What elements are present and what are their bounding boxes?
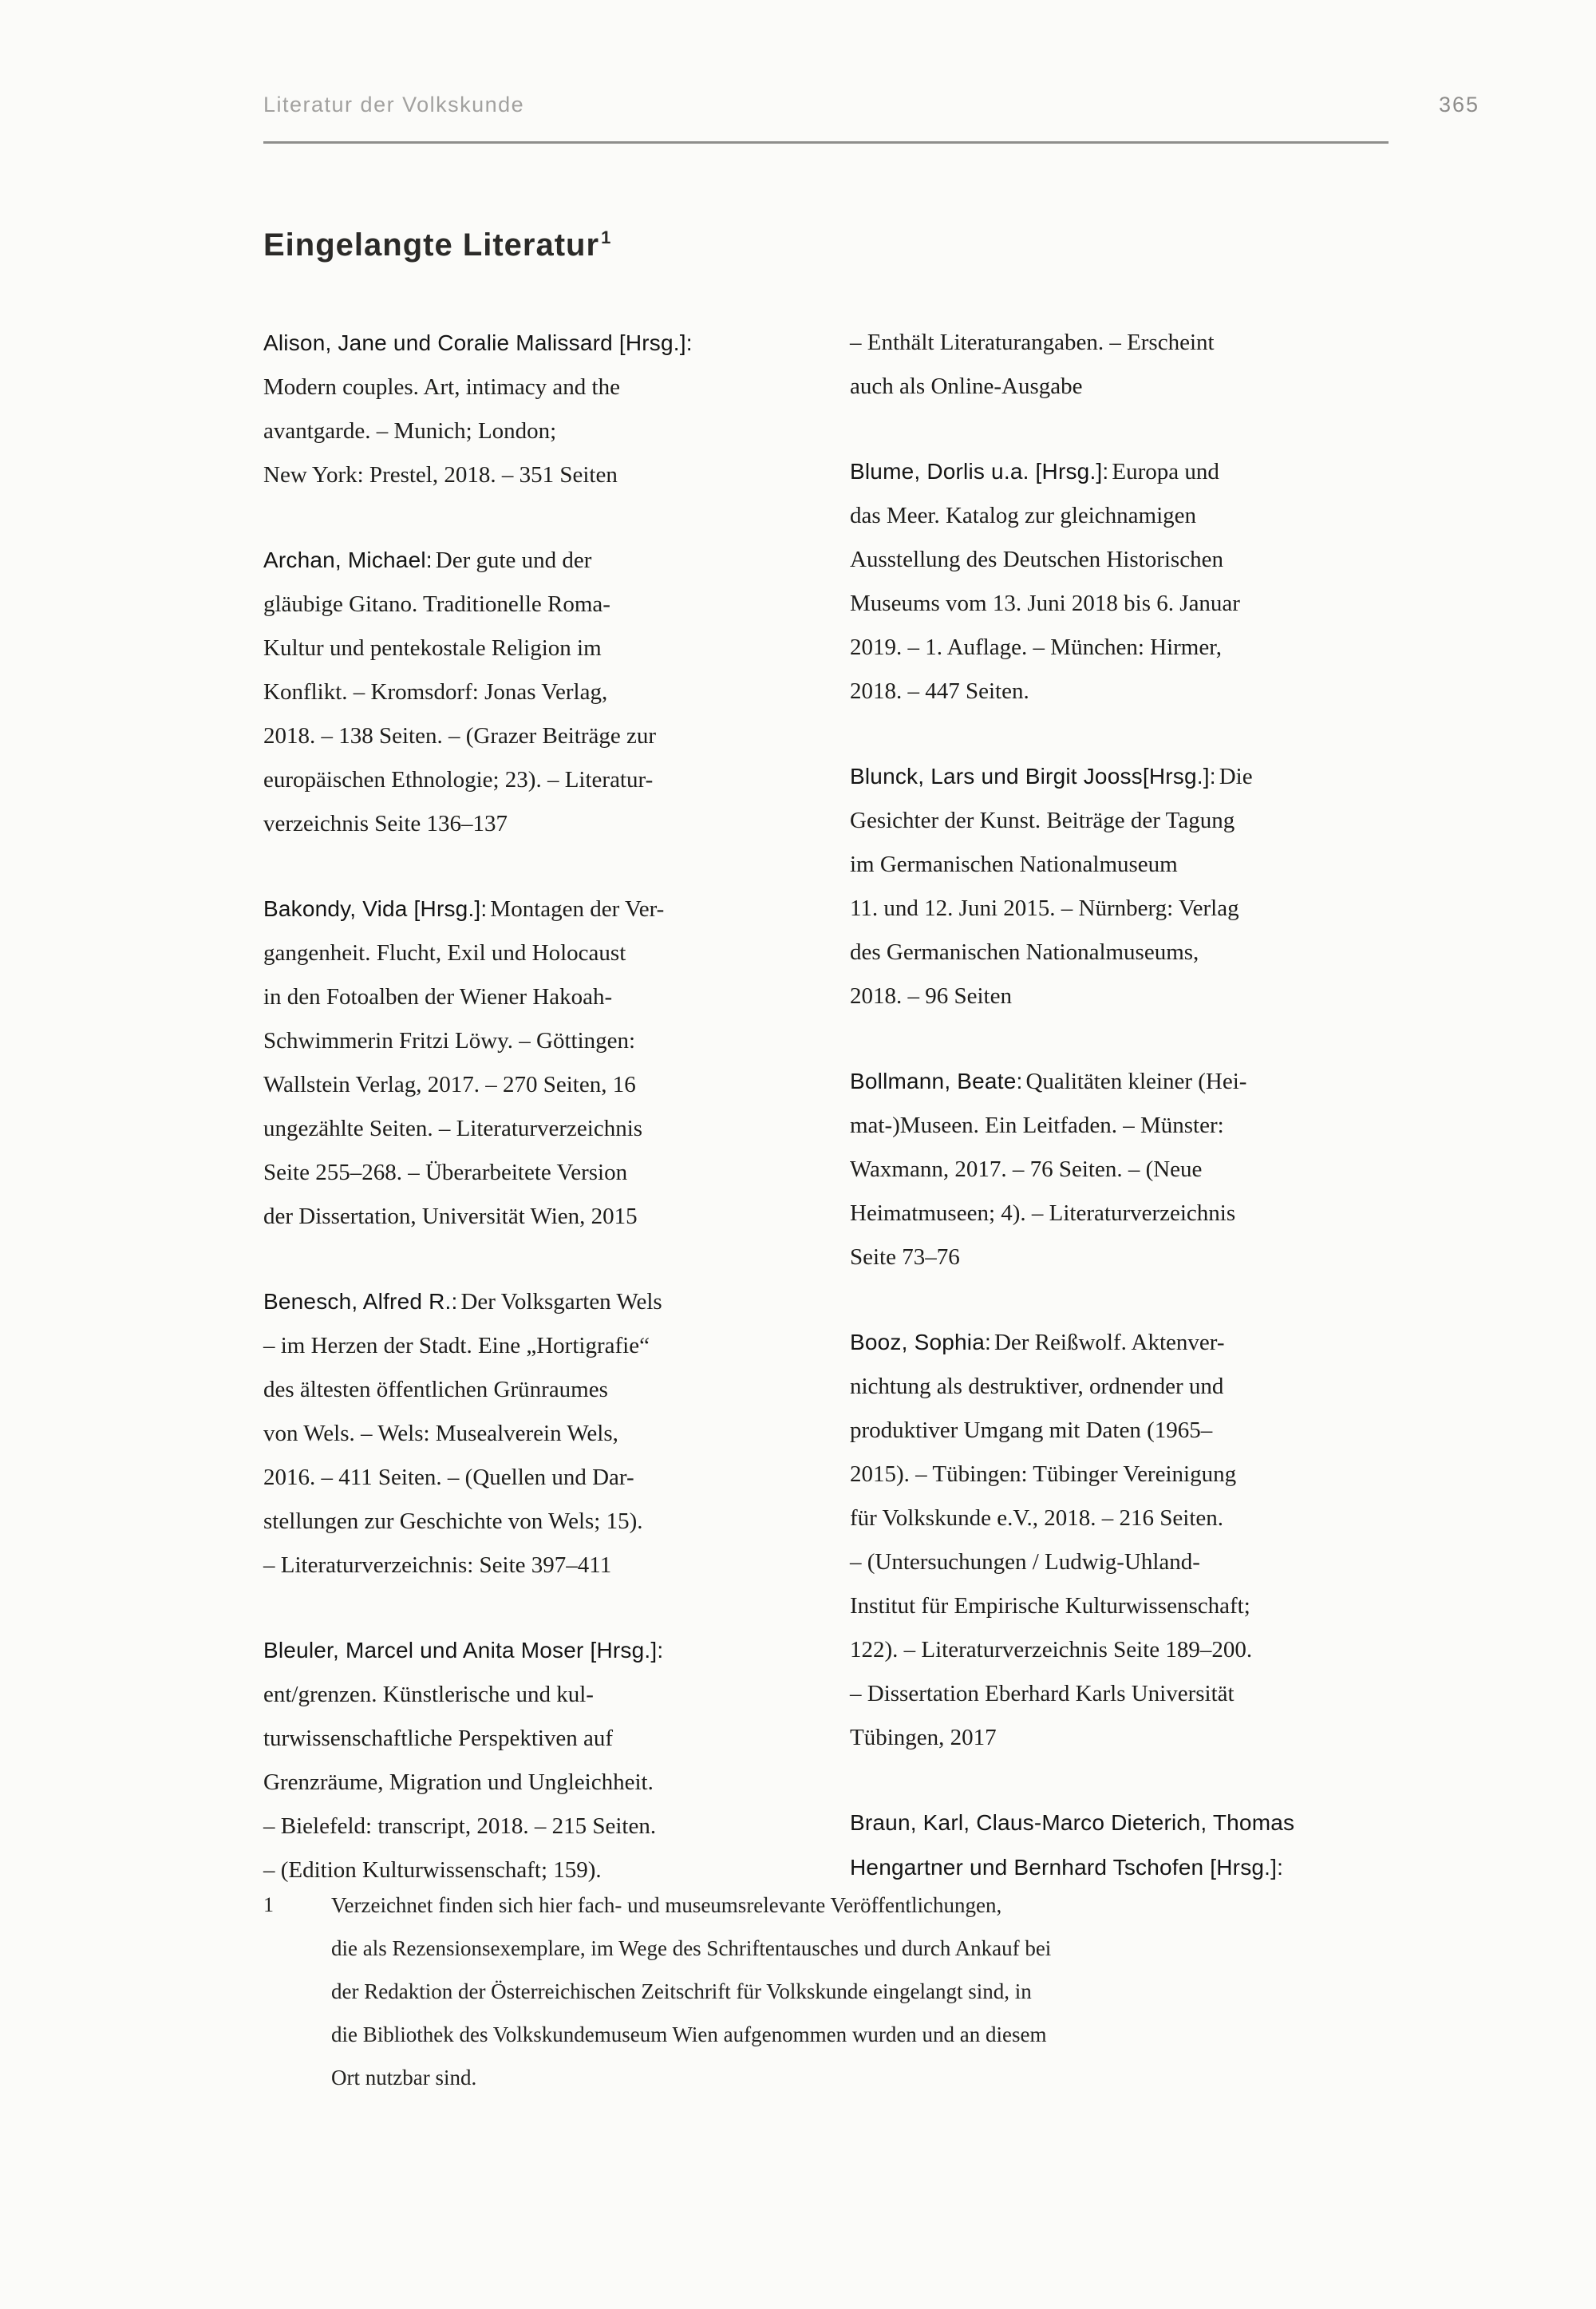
entry-line: [263, 540, 792, 584]
entry-text: stellungen zur Geschichte von Wels; 15).: [263, 1508, 643, 1534]
entry-line: [263, 367, 792, 411]
entry-line: [850, 496, 1379, 540]
entry-line: [850, 1718, 1379, 1761]
entry-text: 2018. – 96 Seiten: [850, 983, 1012, 1009]
entry-text: Ausstellung des Deutschen Historischen: [850, 547, 1223, 572]
page-header: [263, 93, 1479, 117]
entry-line: [263, 1370, 792, 1413]
author-names: Benesch, Alfred R.:: [263, 1289, 458, 1314]
bib-entry: [850, 1802, 1379, 1892]
entry-text: ent/grenzen. Künstlerische und kul-: [263, 1682, 594, 1707]
entry-text: des Germanischen Nationalmuseums,: [850, 939, 1199, 965]
entry-text: Wallstein Verlag, 2017. – 270 Seiten, 16: [263, 1072, 636, 1097]
entry-line: [850, 671, 1379, 715]
entry-line: [850, 844, 1379, 888]
entry-line: [263, 716, 792, 760]
bib-entry: [850, 451, 1379, 715]
bib-entry: [263, 540, 792, 848]
author-names: Bleuler, Marcel und Anita Moser [Hrsg.]:: [263, 1638, 664, 1663]
entry-text: Die: [1219, 764, 1253, 789]
entry-line: [263, 1065, 792, 1109]
entry-line: [850, 627, 1379, 671]
entry-text: des ältesten öffentlichen Grünraumes: [263, 1377, 608, 1402]
section-title: [263, 227, 611, 263]
entry-line: [263, 628, 792, 672]
entry-line: [263, 1413, 792, 1457]
entry-text: Der Volksgarten Wels: [460, 1289, 662, 1315]
entry-text: europäischen Ethnologie; 23). – Literatur-: [263, 767, 654, 793]
author-names: Hengartner und Bernhard Tschofen [Hrsg.]:: [850, 1855, 1284, 1880]
entry-text: 2016. – 411 Seiten. – (Quellen und Dar-: [263, 1465, 634, 1490]
entry-line: [263, 1153, 792, 1196]
entry-text: 2018. – 447 Seiten.: [850, 678, 1029, 704]
entry-text: Schwimmerin Fritzi Löwy. – Göttingen:: [263, 1028, 636, 1054]
entry-line: [263, 1109, 792, 1153]
entry-line: [263, 1501, 792, 1545]
entry-text: nichtung als destruktiver, ordnender und: [850, 1374, 1224, 1399]
entry-text: Europa und: [1112, 459, 1219, 484]
bib-entry: [263, 322, 792, 499]
bib-entry: [850, 1061, 1379, 1281]
entry-text: Gesichter der Kunst. Beiträge der Tagung: [850, 808, 1235, 833]
entry-line: [850, 1454, 1379, 1498]
footnote-line: Ort nutzbar sind.: [331, 2066, 477, 2090]
footnote-line: die Bibliothek des Volkskundemuseum Wien aufgenommen wurden und an diesem: [331, 2022, 1047, 2046]
entry-line: [263, 760, 792, 804]
entry-line: [850, 1802, 1379, 1847]
entry-line: [263, 1545, 792, 1589]
bib-entry: [850, 756, 1379, 1020]
entry-text: Qualitäten kleiner (Hei-: [1025, 1069, 1247, 1094]
entry-line: [263, 322, 792, 367]
entry-line: [850, 1149, 1379, 1193]
entry-line: [850, 756, 1379, 801]
entry-text: Seite 255–268. – Überarbeitete Version: [263, 1160, 628, 1185]
running-title: Literatur der Volkskunde: [263, 93, 525, 117]
page-number: 365: [1438, 93, 1479, 117]
footnote-line: Verzeichnet finden sich hier fach- und museumsrelevante Veröffentlichungen,: [331, 1893, 1002, 1917]
entry-line: [263, 804, 792, 848]
entry-text: von Wels. – Wels: Musealverein Wels,: [263, 1421, 618, 1446]
entry-line: [850, 540, 1379, 583]
entry-line: [263, 1281, 792, 1326]
entry-line: [263, 584, 792, 628]
column-left: [263, 322, 792, 1935]
entry-text: – Dissertation Eberhard Karls Universität: [850, 1681, 1235, 1706]
entry-line: [850, 1193, 1379, 1237]
author-names: Bakondy, Vida [Hrsg.]:: [263, 896, 488, 921]
entry-line: [850, 1630, 1379, 1674]
entry-text: Montagen der Ver-: [490, 896, 665, 922]
footnote-line: die als Rezensionsexemplare, im Wege des Schriftentausches und durch Ankauf bei: [331, 1936, 1052, 1960]
entry-text: New York: Prestel, 2018. – 351 Seiten: [263, 462, 618, 488]
entry-line: [263, 1718, 792, 1762]
entry-line: [263, 1021, 792, 1065]
entry-line: [263, 977, 792, 1021]
entry-text: turwissenschaftliche Perspektiven auf: [263, 1726, 614, 1751]
entry-text: – Bielefeld: transcript, 2018. – 215 Seiten.: [263, 1813, 657, 1839]
entry-text: 122). – Literaturverzeichnis Seite 189–200.: [850, 1637, 1253, 1663]
entry-text: ungezählte Seiten. – Literaturverzeichnis: [263, 1116, 643, 1141]
author-names: Alison, Jane und Coralie Malissard [Hrsg.]:: [263, 330, 693, 355]
bib-entry: [850, 1322, 1379, 1761]
entry-line: [850, 1105, 1379, 1149]
entry-line: [850, 1237, 1379, 1281]
entry-line: [850, 1498, 1379, 1542]
entry-text: für Volkskunde e.V., 2018. – 216 Seiten.: [850, 1505, 1224, 1531]
entry-line: [850, 366, 1379, 410]
entry-line: [850, 1366, 1379, 1410]
entry-text: Museums vom 13. Juni 2018 bis 6. Januar: [850, 591, 1240, 616]
entry-line: [263, 1457, 792, 1501]
author-names: Archan, Michael:: [263, 548, 433, 572]
entry-text: avantgarde. – Munich; London;: [263, 418, 557, 444]
entry-line: [850, 1542, 1379, 1586]
author-names: Booz, Sophia:: [850, 1330, 991, 1354]
entry-text: Heimatmuseen; 4). – Literaturverzeichnis: [850, 1200, 1236, 1226]
entry-line: [850, 1061, 1379, 1105]
footnote: [263, 1884, 1444, 2099]
entry-text: – (Edition Kulturwissenschaft; 159).: [263, 1857, 602, 1883]
footnote-number: 1: [263, 1893, 274, 1916]
entry-text: 2015). – Tübingen: Tübinger Vereinigung: [850, 1461, 1237, 1487]
entry-text: gangenheit. Flucht, Exil und Holocaust: [263, 940, 626, 966]
entry-line: [263, 411, 792, 455]
author-names: Blunck, Lars und Birgit Jooss[Hrsg.]:: [850, 764, 1216, 789]
column-right: [850, 322, 1379, 1935]
entry-text: 2019. – 1. Auflage. – München: Hirmer,: [850, 635, 1222, 660]
entry-line: [850, 1674, 1379, 1718]
entry-line: [263, 1674, 792, 1718]
entry-line: [263, 933, 792, 977]
entry-line: [850, 976, 1379, 1020]
entry-line: [850, 451, 1379, 496]
entry-text: – Enthält Literaturangaben. – Erscheint: [850, 330, 1215, 355]
entry-text: Kultur und pentekostale Religion im: [263, 635, 602, 661]
entry-line: [263, 672, 792, 716]
entry-text: Waxmann, 2017. – 76 Seiten. – (Neue: [850, 1156, 1203, 1182]
entry-text: gläubige Gitano. Traditionelle Roma-: [263, 591, 610, 617]
entry-line: [850, 888, 1379, 932]
entry-text: mat-)Museen. Ein Leitfaden. – Münster:: [850, 1113, 1224, 1138]
entry-text: Tübingen, 2017: [850, 1725, 997, 1750]
entry-line: [850, 801, 1379, 844]
bib-entry: [263, 888, 792, 1240]
entry-text: Institut für Empirische Kulturwissenschaft;: [850, 1593, 1250, 1619]
entry-text: – Literaturverzeichnis: Seite 397–411: [263, 1552, 612, 1578]
entry-text: Seite 73–76: [850, 1244, 960, 1270]
bib-entry: [263, 1630, 792, 1894]
author-names: Bollmann, Beate:: [850, 1069, 1023, 1093]
entry-text: Der gute und der: [435, 548, 592, 573]
footnote-text: [331, 1884, 1444, 2099]
entry-line: [263, 1326, 792, 1370]
entry-text: der Dissertation, Universität Wien, 2015: [263, 1204, 638, 1229]
entry-line: [850, 322, 1379, 366]
author-names: Braun, Karl, Claus-Marco Dieterich, Thomas: [850, 1810, 1295, 1835]
entry-text: – im Herzen der Stadt. Eine „Hortigrafie“: [263, 1333, 650, 1358]
entry-text: produktiver Umgang mit Daten (1965–: [850, 1417, 1213, 1443]
entry-text: Konflikt. – Kromsdorf: Jonas Verlag,: [263, 679, 608, 705]
bib-entry: [850, 322, 1379, 410]
bibliography-columns: [263, 322, 1379, 1935]
entry-text: das Meer. Katalog zur gleichnamigen: [850, 503, 1197, 528]
entry-line: [850, 583, 1379, 627]
entry-line: [263, 1806, 792, 1850]
entry-text: 11. und 12. Juni 2015. – Nürnberg: Verlag: [850, 896, 1239, 921]
entry-line: [850, 1586, 1379, 1630]
entry-line: [850, 1410, 1379, 1454]
entry-text: 2018. – 138 Seiten. – (Grazer Beiträge zur: [263, 723, 657, 749]
entry-text: – (Untersuchungen / Ludwig-Uhland-: [850, 1549, 1200, 1575]
header-rule: [263, 141, 1389, 144]
entry-line: [263, 888, 792, 933]
entry-text: im Germanischen Nationalmuseum: [850, 852, 1178, 877]
footnote-line: der Redaktion der Österreichischen Zeitschrift für Volkskunde eingelangt sind, in: [331, 1979, 1032, 2003]
entry-line: [263, 1762, 792, 1806]
entry-line: [263, 1196, 792, 1240]
footnote-ref: 1: [601, 227, 612, 248]
entry-line: [263, 1630, 792, 1674]
entry-line: [850, 932, 1379, 976]
author-names: Blume, Dorlis u.a. [Hrsg.]:: [850, 459, 1109, 484]
bib-entry: [263, 1281, 792, 1589]
entry-text: in den Fotoalben der Wiener Hakoah-: [263, 984, 613, 1010]
entry-text: Der Reißwolf. Aktenver-: [994, 1330, 1225, 1355]
entry-text: verzeichnis Seite 136–137: [263, 811, 508, 836]
entry-text: auch als Online-Ausgabe: [850, 374, 1083, 399]
entry-text: Grenzräume, Migration und Ungleichheit.: [263, 1769, 654, 1795]
entry-line: [263, 455, 792, 499]
entry-line: [850, 1322, 1379, 1366]
entry-text: Modern couples. Art, intimacy and the: [263, 374, 620, 400]
section-title-text: Eingelangte Literatur: [263, 227, 600, 263]
